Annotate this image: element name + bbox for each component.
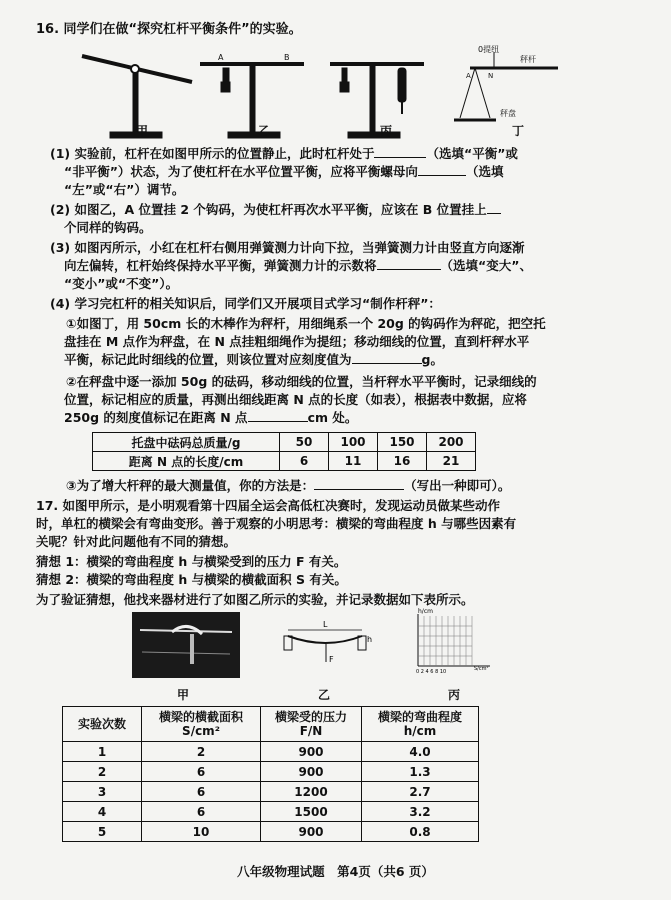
table-header: 横梁的弯曲程度 h/cm: [362, 707, 479, 742]
table-cell: 10: [142, 822, 261, 842]
ding-label-gan: 秤杆: [520, 55, 536, 64]
ding-label-a: A: [466, 72, 471, 80]
fig17-label-jia: 甲: [177, 688, 190, 702]
ding-label-pan: 秤盘: [500, 109, 516, 118]
beam-label-h: h: [367, 635, 373, 644]
q16-p4-title: (4) 学习完杠杆的相关知识后，同学们又开展项目式学习“制作杆秤”：: [50, 296, 441, 311]
table-row: [93, 433, 476, 452]
beam-label-l: L: [323, 620, 328, 629]
table-cell: 3: [63, 782, 142, 802]
table-cell: 6: [142, 802, 261, 822]
table-cell: 2: [142, 742, 261, 762]
q17-guess1: 猜想 1：横梁的弯曲程度 h 与横梁受到的压力 F 有关。: [36, 554, 347, 569]
q16-figures: [80, 38, 560, 150]
graph-xlabel: S/cm²: [474, 666, 489, 672]
answer-blank[interactable]: [377, 257, 441, 270]
q16-p3-line3: “变小”或“不变”）。: [64, 276, 179, 291]
q17-line4: 为了验证猜想，他找来器材进行了如图乙所示的实验，并记录数据如下表所示。: [36, 592, 474, 607]
fig-label-yi: 乙: [258, 124, 271, 138]
answer-blank[interactable]: [418, 163, 466, 176]
beam-diagram: [278, 612, 374, 672]
table-row: [63, 822, 479, 842]
table-cell: 1.3: [362, 762, 479, 782]
table-cell: 21: [427, 452, 476, 471]
beam-label-f: F: [329, 655, 334, 664]
yi-label-b: B: [284, 53, 290, 62]
table-cell: 托盘中砝码总质量/g: [93, 433, 280, 452]
table-cell: 0.8: [362, 822, 479, 842]
yi-label-a: A: [218, 53, 224, 62]
table-row: [63, 802, 479, 822]
table-row: [63, 762, 479, 782]
table-header: 实验次数: [63, 707, 142, 742]
table-cell: 150: [378, 433, 427, 452]
q17-data-table: [62, 706, 479, 842]
table-cell: 2.7: [362, 782, 479, 802]
graph-ylabel: h/cm: [418, 608, 433, 615]
table-cell: 1500: [261, 802, 362, 822]
graph-grid: [410, 606, 502, 674]
table-cell: 2: [63, 762, 142, 782]
q16-p4-2-line1: ②在秤盘中逐一添加 50g 的砝码，移动细线的位置，当杆秤水平平衡时，记录细线的: [66, 374, 537, 389]
table-row: [63, 782, 479, 802]
q16-p4-1-line2: 盘挂在 M 点作为秤盘，在 N 点挂粗细绳作为提纽；移动细线的位置，直到杆秤水平: [64, 334, 530, 349]
q16-p2-line2: 个同样的钩码。: [64, 220, 152, 235]
ding-label-n: N: [488, 72, 494, 80]
answer-blank[interactable]: [314, 477, 404, 490]
page-footer: 八年级物理试题 第4页（共6 页）: [237, 864, 434, 879]
table-cell: 3.2: [362, 802, 479, 822]
table-cell: 1200: [261, 782, 362, 802]
table-cell: 距离 N 点的长度/cm: [93, 452, 280, 471]
q16-p1-line2: “非平衡”）状态，为了使杠杆在水平位置平衡，应将平衡螺母向 （选填: [64, 164, 504, 179]
q16-data-table: [92, 432, 476, 471]
q17-guess2: 猜想 2：横梁的弯曲程度 h 与横梁的横截面积 S 有关。: [36, 572, 347, 587]
q16-p4-1-line1: ①如图丁，用 50cm 长的木棒作为秤杆，用细绳系一个 20g 的钩码作为秤砣，把空托: [66, 316, 546, 331]
table-cell: 16: [378, 452, 427, 471]
lever-figures-svg: [80, 38, 560, 150]
table-cell: 900: [261, 822, 362, 842]
photo-athlete-image: [132, 612, 240, 678]
table-cell: 4: [63, 802, 142, 822]
fig-label-jia: 甲: [136, 124, 149, 138]
ding-label-tinu: 0提纽: [478, 45, 500, 54]
table-cell: 50: [280, 433, 329, 452]
table-row: [63, 742, 479, 762]
table-cell: 900: [261, 762, 362, 782]
q16-p4-3: ③为了增大杆秤的最大测量值，你的方法是： （写出一种即可）。: [66, 478, 511, 493]
table-cell: 6: [142, 762, 261, 782]
table-header: 横梁受的压力 F/N: [261, 707, 362, 742]
q17-line1: 17. 如图甲所示，是小明观看第十四届全运会高低杠决赛时，发现运动员做某些动作: [36, 498, 500, 513]
answer-blank[interactable]: [248, 409, 308, 422]
q16-p1-line3: “左”或“右”）调节。: [64, 182, 185, 197]
table-cell: 5: [63, 822, 142, 842]
q16-p3-line2: 向左偏转，杠杆始终保持水平平衡，弹簧测力计的示数将 （选填“变大”、: [64, 258, 532, 273]
table-cell: 1: [63, 742, 142, 762]
table-cell: 200: [427, 433, 476, 452]
fig17-label-bing: 丙: [448, 688, 461, 702]
table-cell: 11: [329, 452, 378, 471]
q16-p4-2-line3: 250g 的刻度值标记在距离 N 点 cm 处。: [64, 410, 358, 425]
graph-xticks: 0 2 4 6 8 10: [416, 669, 447, 674]
q17-line3: 关呢？针对此问题他有不同的猜想。: [36, 534, 237, 549]
q16-p3-line1: (3) 如图丙所示，小红在杠杆右侧用弹簧测力计向下拉，当弹簧测力计由竖直方向逐渐: [50, 240, 525, 255]
table-cell: 4.0: [362, 742, 479, 762]
q17-line2: 时，单杠的横梁会有弯曲变形。善于观察的小明思考：横梁的弯曲程度 h 与哪些因素有: [36, 516, 517, 531]
fig-label-bing: 丙: [380, 124, 393, 138]
q16-p2-line1: (2) 如图乙，A 位置挂 2 个钩码，为使杠杆再次水平平衡，应该在 B 位置挂上: [50, 200, 501, 218]
answer-blank[interactable]: [352, 351, 422, 364]
table-cell: 900: [261, 742, 362, 762]
figure-yi: [200, 53, 304, 138]
figure-ding: [454, 44, 558, 120]
figure-bing: [330, 64, 424, 138]
table-cell: 6: [280, 452, 329, 471]
answer-blank[interactable]: [374, 145, 426, 158]
answer-blank[interactable]: [487, 201, 501, 214]
table-header-row: [63, 707, 479, 742]
q16-p4-1-line3: 平衡，标记此时细线的位置，则该位置对应刻度值为 g。: [64, 352, 443, 367]
q16-p1-line1: (1) 实验前，杠杆在如图甲所示的位置静止，此时杠杆处于 （选填“平衡”或: [50, 146, 518, 161]
table-cell: 6: [142, 782, 261, 802]
table-row: [93, 452, 476, 471]
q16-title: 16. 同学们在做“探究杠杆平衡条件”的实验。: [36, 22, 302, 37]
fig17-label-yi: 乙: [318, 688, 331, 702]
table-cell: 100: [329, 433, 378, 452]
q16-p4-2-line2: 位置，标记相应的质量，再测出细线距离 N 点的长度（如表），根据表中数据，应将: [64, 392, 527, 407]
fig-label-ding: 丁: [512, 124, 525, 138]
table-header: 横梁的横截面积 S/cm²: [142, 707, 261, 742]
